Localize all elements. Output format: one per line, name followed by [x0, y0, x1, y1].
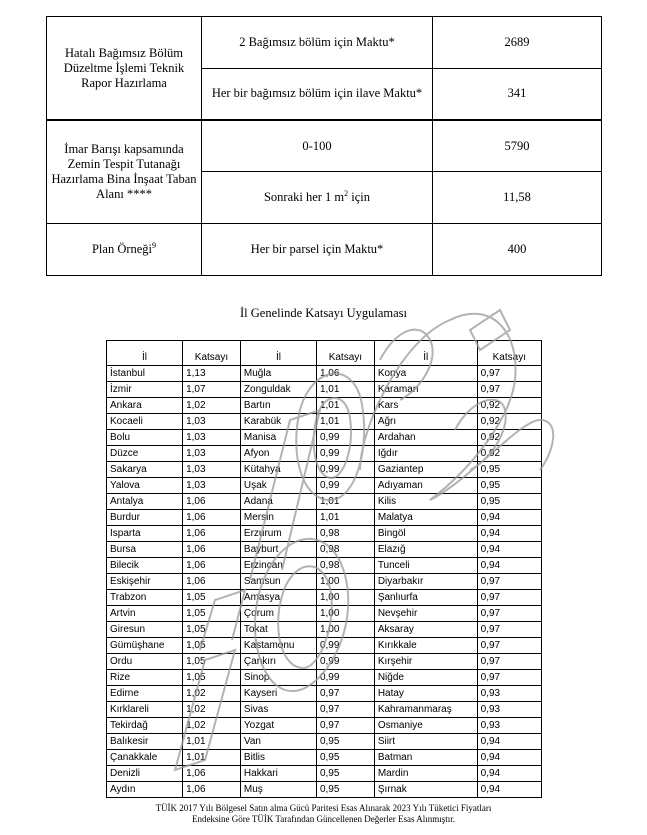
fee-description: 2 Bağımsız bölüm için Maktu*: [202, 17, 433, 69]
fee-description-text: Sonraki her 1 m: [263, 190, 345, 205]
fee-group-label: İmar Barışı kapsamında Zemin Tespit Tutanağı Hazırlama Bina İnşaat Taban Alanı ****: [47, 120, 202, 224]
coefficient-cell: 1,13: [183, 366, 241, 382]
province-cell: Ankara: [107, 398, 183, 414]
section-title: İl Genelinde Katsayı Uygulaması: [240, 306, 407, 320]
province-cell: Sakarya: [107, 462, 183, 478]
coefficient-cell: 0,95: [316, 734, 374, 750]
province-cell: Bayburt: [240, 542, 316, 558]
province-cell: Yalova: [107, 478, 183, 494]
column-header: Katsayı: [183, 341, 241, 366]
coefficient-cell: 0,92: [477, 446, 541, 462]
coefficient-cell: 1,06: [183, 766, 241, 782]
table-row: [107, 734, 542, 750]
fee-group-label-text: Plan Örneği: [91, 242, 153, 257]
fee-value: 2689: [433, 17, 602, 69]
column-header: Katsayı: [316, 341, 374, 366]
footnote-line: TÜİK 2017 Yılı Bölgesel Satın alma Gücü Paritesi Esas Alınarak 2023 Yılı Tüketici Fiyatları: [155, 803, 492, 813]
table-row: [47, 224, 602, 276]
coefficient-cell: 0,97: [477, 670, 541, 686]
province-cell: Nevşehir: [374, 606, 477, 622]
province-cell: Ardahan: [374, 430, 477, 446]
province-cell: Kütahya: [240, 462, 316, 478]
province-cell: Artvin: [107, 606, 183, 622]
province-cell: Malatya: [374, 510, 477, 526]
coefficient-cell: 1,03: [183, 430, 241, 446]
coefficient-cell: 0,97: [316, 686, 374, 702]
coefficient-cell: 0,94: [477, 782, 541, 798]
coefficient-cell: 1,00: [316, 574, 374, 590]
superscript: 2: [344, 189, 349, 199]
table-row: [107, 686, 542, 702]
fee-description-text: için: [348, 190, 371, 205]
table-row: [107, 430, 542, 446]
coefficient-cell: 1,02: [183, 702, 241, 718]
province-cell: Çanakkale: [107, 750, 183, 766]
coefficient-cell: 0,93: [477, 718, 541, 734]
province-cell: Yozgat: [240, 718, 316, 734]
coefficient-cell: 0,95: [316, 782, 374, 798]
coefficient-cell: 1,01: [183, 734, 241, 750]
column-header: İl: [374, 341, 477, 366]
coefficient-cell: 1,06: [316, 366, 374, 382]
province-cell: Denizli: [107, 766, 183, 782]
coefficient-cell: 0,95: [316, 750, 374, 766]
province-cell: Muş: [240, 782, 316, 798]
coefficient-cell: 1,02: [183, 686, 241, 702]
coefficient-cell: 1,07: [183, 382, 241, 398]
coefficient-cell: 0,94: [477, 750, 541, 766]
coefficient-cell: 0,98: [316, 542, 374, 558]
province-cell: Batman: [374, 750, 477, 766]
province-cell: Afyon: [240, 446, 316, 462]
province-cell: Ordu: [107, 654, 183, 670]
table-row: [107, 510, 542, 526]
province-cell: Kars: [374, 398, 477, 414]
province-cell: Amasya: [240, 590, 316, 606]
province-cell: Adıyaman: [374, 478, 477, 494]
coefficient-cell: 0,99: [316, 430, 374, 446]
coefficient-cell: 0,92: [477, 430, 541, 446]
province-cell: Tokat: [240, 622, 316, 638]
province-cell: Burdur: [107, 510, 183, 526]
province-cell: Antalya: [107, 494, 183, 510]
coefficient-cell: 0,99: [316, 478, 374, 494]
coefficient-cell: 0,93: [477, 686, 541, 702]
coefficient-cell: 1,05: [183, 638, 241, 654]
coefficient-cell: 0,97: [477, 366, 541, 382]
coefficient-cell: 1,06: [183, 558, 241, 574]
column-header: Katsayı: [477, 341, 541, 366]
table-row: [107, 542, 542, 558]
table-row: [107, 766, 542, 782]
coefficient-cell: 1,05: [183, 606, 241, 622]
province-cell: Van: [240, 734, 316, 750]
coefficient-cell: 1,05: [183, 670, 241, 686]
coefficient-cell: 1,05: [183, 590, 241, 606]
fee-group-label: Hatalı Bağımsız Bölüm Düzeltme İşlemi Teknik Rapor Hazırlama: [47, 17, 202, 121]
column-header: İl: [240, 341, 316, 366]
coefficient-cell: 1,06: [183, 782, 241, 798]
province-cell: Kahramanmaraş: [374, 702, 477, 718]
coefficient-cell: 1,00: [316, 606, 374, 622]
province-cell: Tunceli: [374, 558, 477, 574]
table-row: [47, 17, 602, 69]
coefficient-cell: 0,94: [477, 558, 541, 574]
coefficient-table: [106, 340, 542, 798]
province-cell: İzmir: [107, 382, 183, 398]
province-cell: Şırnak: [374, 782, 477, 798]
table-row: [107, 478, 542, 494]
coefficient-cell: 1,05: [183, 654, 241, 670]
table-row: [107, 654, 542, 670]
province-cell: Kilis: [374, 494, 477, 510]
province-cell: Şanlıurfa: [374, 590, 477, 606]
province-cell: Bilecik: [107, 558, 183, 574]
fee-description: Her bir bağımsız bölüm için ilave Maktu*: [202, 68, 433, 120]
table-row: [107, 574, 542, 590]
coefficient-cell: 0,92: [477, 398, 541, 414]
province-cell: Balıkesir: [107, 734, 183, 750]
coefficient-cell: 0,92: [477, 414, 541, 430]
footnote-line: Endeksine Göre TÜİK Tarafından Güncellenen Değerler Esas Alınmıştır.: [192, 814, 455, 824]
coefficient-cell: 1,03: [183, 414, 241, 430]
province-cell: Iğdır: [374, 446, 477, 462]
coefficient-cell: 1,00: [316, 590, 374, 606]
coefficient-cell: 1,01: [316, 510, 374, 526]
fee-value: 11,58: [433, 172, 602, 224]
footnote: [0, 803, 647, 825]
coefficient-cell: 0,97: [477, 606, 541, 622]
superscript: 9: [152, 240, 157, 250]
province-cell: Sivas: [240, 702, 316, 718]
table-row: [107, 414, 542, 430]
province-cell: Erzurum: [240, 526, 316, 542]
province-cell: Giresun: [107, 622, 183, 638]
province-cell: Tekirdağ: [107, 718, 183, 734]
province-cell: Bitlis: [240, 750, 316, 766]
fee-description: [202, 172, 433, 224]
province-cell: Sinop: [240, 670, 316, 686]
province-cell: Aksaray: [374, 622, 477, 638]
province-cell: Konya: [374, 366, 477, 382]
province-cell: Gümüşhane: [107, 638, 183, 654]
province-cell: Çankırı: [240, 654, 316, 670]
coefficient-cell: 0,97: [477, 638, 541, 654]
coefficient-cell: 0,97: [316, 718, 374, 734]
province-cell: Bursa: [107, 542, 183, 558]
province-cell: Uşak: [240, 478, 316, 494]
coefficient-cell: 1,03: [183, 478, 241, 494]
coefficient-cell: 1,01: [316, 414, 374, 430]
province-cell: Kırıkkale: [374, 638, 477, 654]
table-row: [107, 526, 542, 542]
fee-table: [46, 16, 602, 276]
fee-value: 5790: [433, 120, 602, 172]
province-cell: Bingöl: [374, 526, 477, 542]
coefficient-cell: 0,99: [316, 670, 374, 686]
province-cell: Düzce: [107, 446, 183, 462]
coefficient-cell: 0,95: [477, 478, 541, 494]
province-cell: İstanbul: [107, 366, 183, 382]
province-cell: Kastamonu: [240, 638, 316, 654]
coefficient-cell: 1,06: [183, 494, 241, 510]
coefficient-cell: 0,99: [316, 462, 374, 478]
coefficient-cell: 1,02: [183, 718, 241, 734]
coefficient-cell: 0,99: [316, 654, 374, 670]
province-cell: Mardin: [374, 766, 477, 782]
province-cell: Hakkari: [240, 766, 316, 782]
coefficient-cell: 1,03: [183, 446, 241, 462]
coefficient-cell: 1,00: [316, 622, 374, 638]
coefficient-cell: 0,97: [477, 574, 541, 590]
coefficient-cell: 0,94: [477, 542, 541, 558]
table-header-row: [107, 341, 542, 366]
coefficient-cell: 1,03: [183, 462, 241, 478]
province-cell: Manisa: [240, 430, 316, 446]
coefficient-cell: 1,01: [183, 750, 241, 766]
province-cell: Bartın: [240, 398, 316, 414]
province-cell: Karabük: [240, 414, 316, 430]
coefficient-cell: 1,01: [316, 494, 374, 510]
province-cell: Hatay: [374, 686, 477, 702]
coefficient-cell: 0,94: [477, 510, 541, 526]
coefficient-cell: 0,97: [477, 382, 541, 398]
province-cell: Osmaniye: [374, 718, 477, 734]
province-cell: Eskişehir: [107, 574, 183, 590]
coefficient-cell: 0,94: [477, 526, 541, 542]
table-row: [107, 606, 542, 622]
table-row: [107, 462, 542, 478]
coefficient-cell: 0,93: [477, 702, 541, 718]
province-cell: Rize: [107, 670, 183, 686]
province-cell: Mersin: [240, 510, 316, 526]
province-cell: Kırşehir: [374, 654, 477, 670]
coefficient-cell: 1,01: [316, 398, 374, 414]
province-cell: Zonguldak: [240, 382, 316, 398]
province-cell: Çorum: [240, 606, 316, 622]
fee-description: Her bir parsel için Maktu*: [202, 224, 433, 276]
coefficient-cell: 0,95: [316, 766, 374, 782]
table-row: [107, 398, 542, 414]
province-cell: Trabzon: [107, 590, 183, 606]
coefficient-cell: 0,95: [477, 494, 541, 510]
coefficient-cell: 0,97: [477, 590, 541, 606]
province-cell: Edirne: [107, 686, 183, 702]
table-row: [107, 494, 542, 510]
table-row: [107, 558, 542, 574]
province-cell: Ağrı: [374, 414, 477, 430]
coefficient-cell: 0,94: [477, 734, 541, 750]
table-row: [107, 670, 542, 686]
table-row: [107, 590, 542, 606]
province-cell: Kocaeli: [107, 414, 183, 430]
table-row: [107, 782, 542, 798]
province-cell: Adana: [240, 494, 316, 510]
coefficient-cell: 1,05: [183, 622, 241, 638]
fee-group-label: [47, 224, 202, 276]
table-row: [47, 120, 602, 172]
province-cell: Kırklareli: [107, 702, 183, 718]
coefficient-cell: 1,06: [183, 574, 241, 590]
coefficient-cell: 0,95: [477, 462, 541, 478]
column-header: İl: [107, 341, 183, 366]
province-cell: Bolu: [107, 430, 183, 446]
coefficient-cell: 0,94: [477, 766, 541, 782]
province-cell: Diyarbakır: [374, 574, 477, 590]
table-row: [107, 702, 542, 718]
coefficient-cell: 1,01: [316, 382, 374, 398]
table-row: [107, 446, 542, 462]
coefficient-cell: 0,98: [316, 558, 374, 574]
coefficient-cell: 0,97: [316, 702, 374, 718]
province-cell: Isparta: [107, 526, 183, 542]
province-cell: Samsun: [240, 574, 316, 590]
coefficient-cell: 1,02: [183, 398, 241, 414]
fee-value: 341: [433, 68, 602, 120]
table-row: [107, 366, 542, 382]
coefficient-cell: 1,06: [183, 510, 241, 526]
province-cell: Muğla: [240, 366, 316, 382]
province-cell: Elazığ: [374, 542, 477, 558]
province-cell: Kayseri: [240, 686, 316, 702]
coefficient-table-body: [107, 366, 542, 798]
coefficient-cell: 0,99: [316, 638, 374, 654]
province-cell: Niğde: [374, 670, 477, 686]
coefficient-cell: 1,06: [183, 542, 241, 558]
table-row: [107, 382, 542, 398]
province-cell: Aydın: [107, 782, 183, 798]
province-cell: Karaman: [374, 382, 477, 398]
coefficient-cell: 0,97: [477, 654, 541, 670]
coefficient-cell: 1,06: [183, 526, 241, 542]
province-cell: Siirt: [374, 734, 477, 750]
table-row: [107, 718, 542, 734]
province-cell: Erzincan: [240, 558, 316, 574]
fee-description: 0-100: [202, 120, 433, 172]
province-cell: Gaziantep: [374, 462, 477, 478]
fee-value: 400: [433, 224, 602, 276]
table-row: [107, 638, 542, 654]
coefficient-cell: 0,99: [316, 446, 374, 462]
table-row: [107, 750, 542, 766]
coefficient-cell: 0,98: [316, 526, 374, 542]
table-row: [107, 622, 542, 638]
coefficient-cell: 0,97: [477, 622, 541, 638]
